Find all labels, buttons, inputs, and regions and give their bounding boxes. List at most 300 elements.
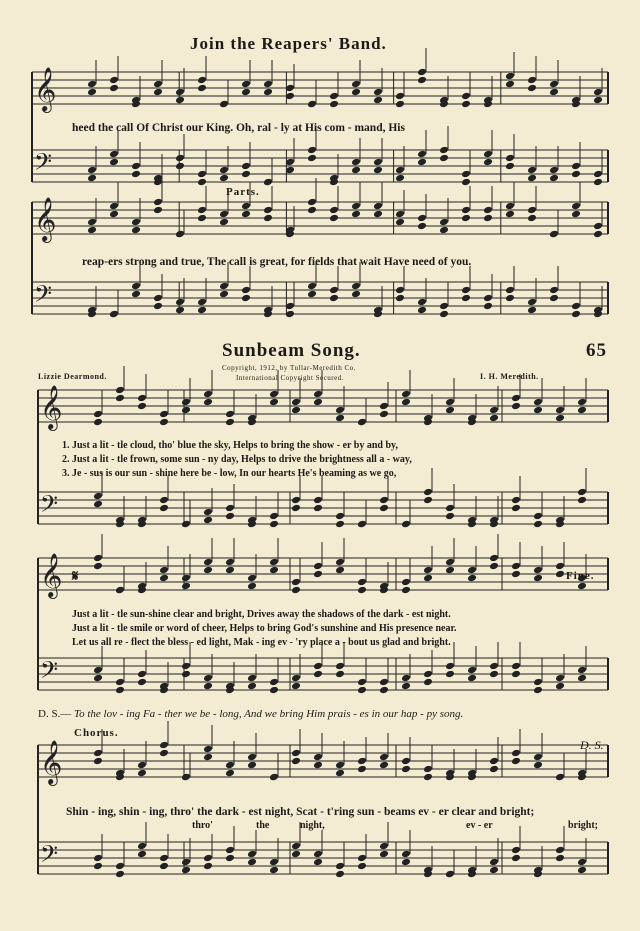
- note-head: [461, 206, 471, 215]
- note-head: [159, 566, 169, 575]
- note-head: [181, 858, 191, 867]
- note-head: [131, 162, 141, 171]
- note-head: [335, 520, 345, 529]
- lyricist: Lizzie Dearmond.: [38, 372, 107, 381]
- note-head: [329, 286, 339, 295]
- note-head: [439, 310, 449, 319]
- note-head: [329, 214, 339, 223]
- note-head: [527, 76, 537, 85]
- note-head: [401, 674, 411, 683]
- note-head: [357, 765, 367, 774]
- note-head: [395, 100, 405, 109]
- note-head: [505, 80, 515, 89]
- note-head: [461, 100, 471, 109]
- note-head: [489, 765, 499, 774]
- note-head: [203, 516, 213, 525]
- refrain-line-3: Let us all re - flect the bless - ed light, Mak - ing ev - 'ry place a - bout us glad and bright.: [72, 637, 451, 648]
- note-head: [181, 662, 191, 671]
- note-head: [533, 753, 543, 762]
- note-head: [175, 230, 185, 239]
- note-head: [571, 310, 581, 319]
- note-head: [439, 146, 449, 155]
- note-head: [511, 662, 521, 671]
- note-head: [225, 566, 235, 575]
- note-head: [241, 210, 251, 219]
- note-head: [181, 582, 191, 591]
- hymn-title-sunbeam: Sunbeam Song.: [222, 340, 361, 361]
- page-number: 65: [586, 340, 607, 361]
- note-head: [175, 162, 185, 171]
- note-head: [511, 749, 521, 758]
- note-head: [269, 858, 279, 867]
- note-head: [401, 858, 411, 867]
- note-head: [577, 398, 587, 407]
- note-head: [335, 662, 345, 671]
- note-head: [93, 410, 103, 419]
- note-head: [527, 84, 537, 93]
- note-head: [197, 178, 207, 187]
- note-head: [313, 662, 323, 671]
- note-head: [269, 686, 279, 695]
- note-head: [335, 769, 345, 778]
- note-head: [247, 574, 257, 583]
- note-head: [313, 670, 323, 679]
- note-head: [87, 174, 97, 183]
- note-head: [417, 68, 427, 77]
- note-head: [357, 862, 367, 871]
- note-head: [263, 178, 273, 187]
- note-head: [203, 674, 213, 683]
- note-head: [445, 566, 455, 575]
- note-head: [241, 202, 251, 211]
- note-head: [241, 80, 251, 89]
- note-head: [401, 850, 411, 859]
- note-head: [511, 562, 521, 571]
- note-head: [489, 414, 499, 423]
- note-head: [93, 500, 103, 509]
- note-head: [593, 88, 603, 97]
- note-head: [373, 166, 383, 175]
- note-head: [577, 496, 587, 505]
- note-head: [291, 578, 301, 587]
- note-head: [461, 214, 471, 223]
- note-head: [335, 406, 345, 415]
- note-head: [533, 574, 543, 583]
- note-head: [115, 678, 125, 687]
- note-head: [335, 414, 345, 423]
- note-head: [571, 210, 581, 219]
- note-head: [417, 214, 427, 223]
- note-head: [181, 866, 191, 875]
- note-head: [197, 76, 207, 85]
- note-head: [181, 670, 191, 679]
- note-head: [549, 294, 559, 303]
- note-head: [511, 757, 521, 766]
- note-head: [417, 306, 427, 315]
- note-head: [87, 166, 97, 175]
- bass-clef: 𝄢: [40, 840, 59, 873]
- note-head: [401, 390, 411, 399]
- note-head: [197, 170, 207, 179]
- note-head: [577, 866, 587, 875]
- note-head: [247, 582, 257, 591]
- note-head: [269, 773, 279, 782]
- note-head: [241, 88, 251, 97]
- note-head: [511, 670, 521, 679]
- note-head: [137, 761, 147, 770]
- note-head: [313, 858, 323, 867]
- note-head: [203, 753, 213, 762]
- note-head: [483, 302, 493, 311]
- note-head: [153, 206, 163, 215]
- refrain-line-2: Just a lit - tle smile or word of cheer, Helps to bring God's sunshine and His presence near.: [72, 623, 457, 634]
- note-head: [533, 678, 543, 687]
- note-head: [439, 154, 449, 163]
- note-head: [357, 678, 367, 687]
- note-head: [109, 84, 119, 93]
- note-head: [175, 96, 185, 105]
- note-head: [351, 290, 361, 299]
- note-head: [159, 749, 169, 758]
- note-head: [159, 410, 169, 419]
- note-head: [153, 294, 163, 303]
- note-head: [379, 496, 389, 505]
- note-head: [335, 558, 345, 567]
- note-head: [555, 682, 565, 691]
- note-head: [577, 666, 587, 675]
- verse-1: 1. Just a lit - tle cloud, tho' blue the sky, Helps to bring the show - er by and by,: [62, 440, 398, 451]
- note-head: [571, 162, 581, 171]
- note-head: [373, 202, 383, 211]
- note-head: [291, 682, 301, 691]
- note-head: [511, 846, 521, 855]
- note-head: [263, 206, 273, 215]
- note-head: [115, 394, 125, 403]
- note-head: [269, 678, 279, 687]
- note-head: [379, 402, 389, 411]
- note-head: [131, 218, 141, 227]
- note-head: [197, 298, 207, 307]
- note-head: [489, 406, 499, 415]
- note-head: [423, 488, 433, 497]
- note-head: [197, 84, 207, 93]
- note-head: [357, 520, 367, 529]
- note-head: [373, 158, 383, 167]
- note-head: [395, 166, 405, 175]
- note-head: [549, 88, 559, 97]
- note-head: [351, 158, 361, 167]
- note-head: [577, 488, 587, 497]
- verse-2: 2. Just a lit - tle frown, some sun - ny day, Helps to drive the brightness all a - way,: [62, 454, 412, 465]
- note-head: [351, 202, 361, 211]
- note-head: [159, 496, 169, 505]
- note-head: [313, 570, 323, 579]
- note-head: [351, 80, 361, 89]
- note-head: [461, 170, 471, 179]
- note-head: [153, 88, 163, 97]
- note-head: [511, 402, 521, 411]
- note-head: [203, 862, 213, 871]
- note-head: [225, 761, 235, 770]
- note-head: [225, 846, 235, 855]
- note-head: [197, 214, 207, 223]
- note-head: [93, 666, 103, 675]
- note-head: [335, 761, 345, 770]
- note-head: [335, 670, 345, 679]
- note-head: [461, 294, 471, 303]
- note-head: [423, 566, 433, 575]
- note-head: [247, 674, 257, 683]
- note-head: [225, 769, 235, 778]
- treble-clef: 𝄞: [40, 553, 63, 597]
- note-head: [313, 398, 323, 407]
- note-head: [423, 773, 433, 782]
- note-head: [357, 854, 367, 863]
- note-head: [511, 854, 521, 863]
- note-head: [93, 862, 103, 871]
- note-head: [247, 850, 257, 859]
- hymn1-lyric-line-1: heed the call Of Christ our King. Oh, ral - ly at His com - mand, His: [72, 122, 405, 134]
- note-head: [373, 210, 383, 219]
- note-head: [439, 226, 449, 235]
- note-head: [379, 850, 389, 859]
- note-head: [203, 390, 213, 399]
- note-head: [527, 306, 537, 315]
- note-head: [109, 202, 119, 211]
- note-head: [445, 406, 455, 415]
- note-head: [247, 753, 257, 762]
- note-head: [159, 574, 169, 583]
- note-head: [291, 842, 301, 851]
- bass-clef: 𝄢: [34, 280, 53, 313]
- note-head: [445, 512, 455, 521]
- note-head: [203, 682, 213, 691]
- note-head: [351, 88, 361, 97]
- ds-label: D. S.—: [38, 708, 72, 720]
- verse-3: 3. Je - sus is our sun - shine here be - low, In our hearts He's beaming as we go,: [62, 468, 397, 479]
- note-head: [417, 76, 427, 85]
- note-head: [241, 286, 251, 295]
- note-head: [511, 504, 521, 513]
- note-head: [467, 674, 477, 683]
- note-head: [395, 92, 405, 101]
- note-head: [219, 290, 229, 299]
- note-head: [291, 496, 301, 505]
- note-head: [489, 562, 499, 571]
- hymn-title: Join the Reapers' Band.: [190, 34, 387, 53]
- note-head: [505, 72, 515, 81]
- note-head: [527, 298, 537, 307]
- note-head: [159, 504, 169, 513]
- hymn1-lyric-line-2: reap-ers strong and true, The call is great, for fields that wait Have need of you.: [82, 256, 472, 268]
- note-head: [527, 166, 537, 175]
- parts-label: Parts.: [226, 186, 260, 198]
- note-head: [401, 682, 411, 691]
- note-head: [527, 214, 537, 223]
- note-head: [269, 512, 279, 521]
- note-head: [225, 512, 235, 521]
- note-head: [555, 406, 565, 415]
- note-head: [241, 170, 251, 179]
- note-head: [307, 146, 317, 155]
- note-head: [357, 757, 367, 766]
- note-head: [395, 174, 405, 183]
- note-head: [175, 298, 185, 307]
- note-head: [423, 765, 433, 774]
- chorus-lyric: Shin - ing, shin - ing, thro' the dark - est night, Scat - t'ring sun - beams ev - er clear and bright;: [66, 806, 535, 818]
- note-head: [307, 290, 317, 299]
- note-head: [137, 850, 147, 859]
- note-head: [555, 570, 565, 579]
- note-head: [571, 202, 581, 211]
- note-head: [225, 504, 235, 513]
- bass-clef: 𝄢: [40, 490, 59, 523]
- note-head: [555, 414, 565, 423]
- note-head: [131, 290, 141, 299]
- note-head: [505, 210, 515, 219]
- note-head: [93, 554, 103, 563]
- note-head: [313, 504, 323, 513]
- note-head: [131, 282, 141, 291]
- note-head: [203, 398, 213, 407]
- note-head: [555, 562, 565, 571]
- note-head: [401, 757, 411, 766]
- note-head: [307, 282, 317, 291]
- note-head: [483, 294, 493, 303]
- note-head: [445, 504, 455, 513]
- note-head: [439, 302, 449, 311]
- note-head: [549, 286, 559, 295]
- note-head: [93, 674, 103, 683]
- note-head: [577, 406, 587, 415]
- note-head: [269, 866, 279, 875]
- bass-clef: 𝄢: [34, 148, 53, 181]
- note-head: [137, 678, 147, 687]
- note-head: [197, 206, 207, 215]
- note-head: [115, 870, 125, 879]
- note-head: [593, 178, 603, 187]
- note-head: [291, 504, 301, 513]
- note-head: [313, 390, 323, 399]
- note-head: [423, 496, 433, 505]
- note-head: [269, 558, 279, 567]
- note-head: [219, 218, 229, 227]
- note-head: [153, 198, 163, 207]
- note-head: [203, 508, 213, 517]
- note-head: [555, 773, 565, 782]
- note-head: [115, 862, 125, 871]
- note-head: [137, 842, 147, 851]
- note-head: [93, 749, 103, 758]
- note-head: [467, 574, 477, 583]
- note-head: [549, 230, 559, 239]
- note-head: [489, 866, 499, 875]
- echo-word-1: thro': [192, 820, 213, 831]
- note-head: [357, 586, 367, 595]
- note-head: [109, 158, 119, 167]
- echo-word-4: ev - er: [466, 820, 493, 831]
- note-head: [549, 80, 559, 89]
- note-head: [109, 76, 119, 85]
- note-head: [489, 858, 499, 867]
- note-head: [505, 286, 515, 295]
- note-head: [335, 862, 345, 871]
- note-head: [175, 88, 185, 97]
- copyright-line-1: Copyright, 1912, by Tullar-Meredith Co.: [222, 364, 356, 372]
- note-head: [93, 418, 103, 427]
- treble-clef: 𝄞: [40, 740, 63, 784]
- note-head: [87, 226, 97, 235]
- echo-word-5: bright;: [568, 820, 598, 831]
- note-head: [357, 686, 367, 695]
- copyright-line-2: International Copyright Secured.: [236, 374, 344, 382]
- note-head: [373, 88, 383, 97]
- note-head: [395, 286, 405, 295]
- note-head: [351, 210, 361, 219]
- note-head: [511, 496, 521, 505]
- note-head: [483, 214, 493, 223]
- note-head: [131, 226, 141, 235]
- note-head: [401, 520, 411, 529]
- note-head: [291, 398, 301, 407]
- note-head: [291, 757, 301, 766]
- note-head: [593, 230, 603, 239]
- note-head: [87, 218, 97, 227]
- composer: I. H. Meredith.: [480, 372, 539, 381]
- note-head: [505, 202, 515, 211]
- note-head: [159, 418, 169, 427]
- note-head: [555, 854, 565, 863]
- note-head: [401, 586, 411, 595]
- note-head: [417, 158, 427, 167]
- note-head: [87, 88, 97, 97]
- refrain-line-1: Just a lit - tle sun-shine clear and bright, Drives away the shadows of the dark - est night.: [72, 609, 451, 620]
- note-head: [593, 170, 603, 179]
- note-head: [159, 862, 169, 871]
- note-head: [379, 753, 389, 762]
- ds-marker: D. S.: [580, 738, 604, 752]
- note-head: [379, 410, 389, 419]
- note-head: [175, 154, 185, 163]
- note-head: [379, 686, 389, 695]
- note-head: [467, 566, 477, 575]
- note-head: [153, 80, 163, 89]
- note-head: [577, 582, 587, 591]
- note-head: [593, 222, 603, 231]
- note-head: [241, 294, 251, 303]
- note-head: [307, 100, 317, 109]
- note-head: [379, 842, 389, 851]
- echo-word-3: night,: [300, 820, 325, 831]
- note-head: [445, 398, 455, 407]
- note-head: [489, 670, 499, 679]
- note-head: [137, 670, 147, 679]
- note-head: [93, 562, 103, 571]
- fine-marker: Fine.: [566, 570, 595, 582]
- note-head: [313, 761, 323, 770]
- note-head: [329, 92, 339, 101]
- note-head: [175, 306, 185, 315]
- note-head: [593, 96, 603, 105]
- note-head: [263, 214, 273, 223]
- note-head: [269, 520, 279, 529]
- note-head: [511, 394, 521, 403]
- note-head: [263, 88, 273, 97]
- note-head: [247, 858, 257, 867]
- note-head: [483, 158, 493, 167]
- note-head: [159, 741, 169, 750]
- note-head: [115, 586, 125, 595]
